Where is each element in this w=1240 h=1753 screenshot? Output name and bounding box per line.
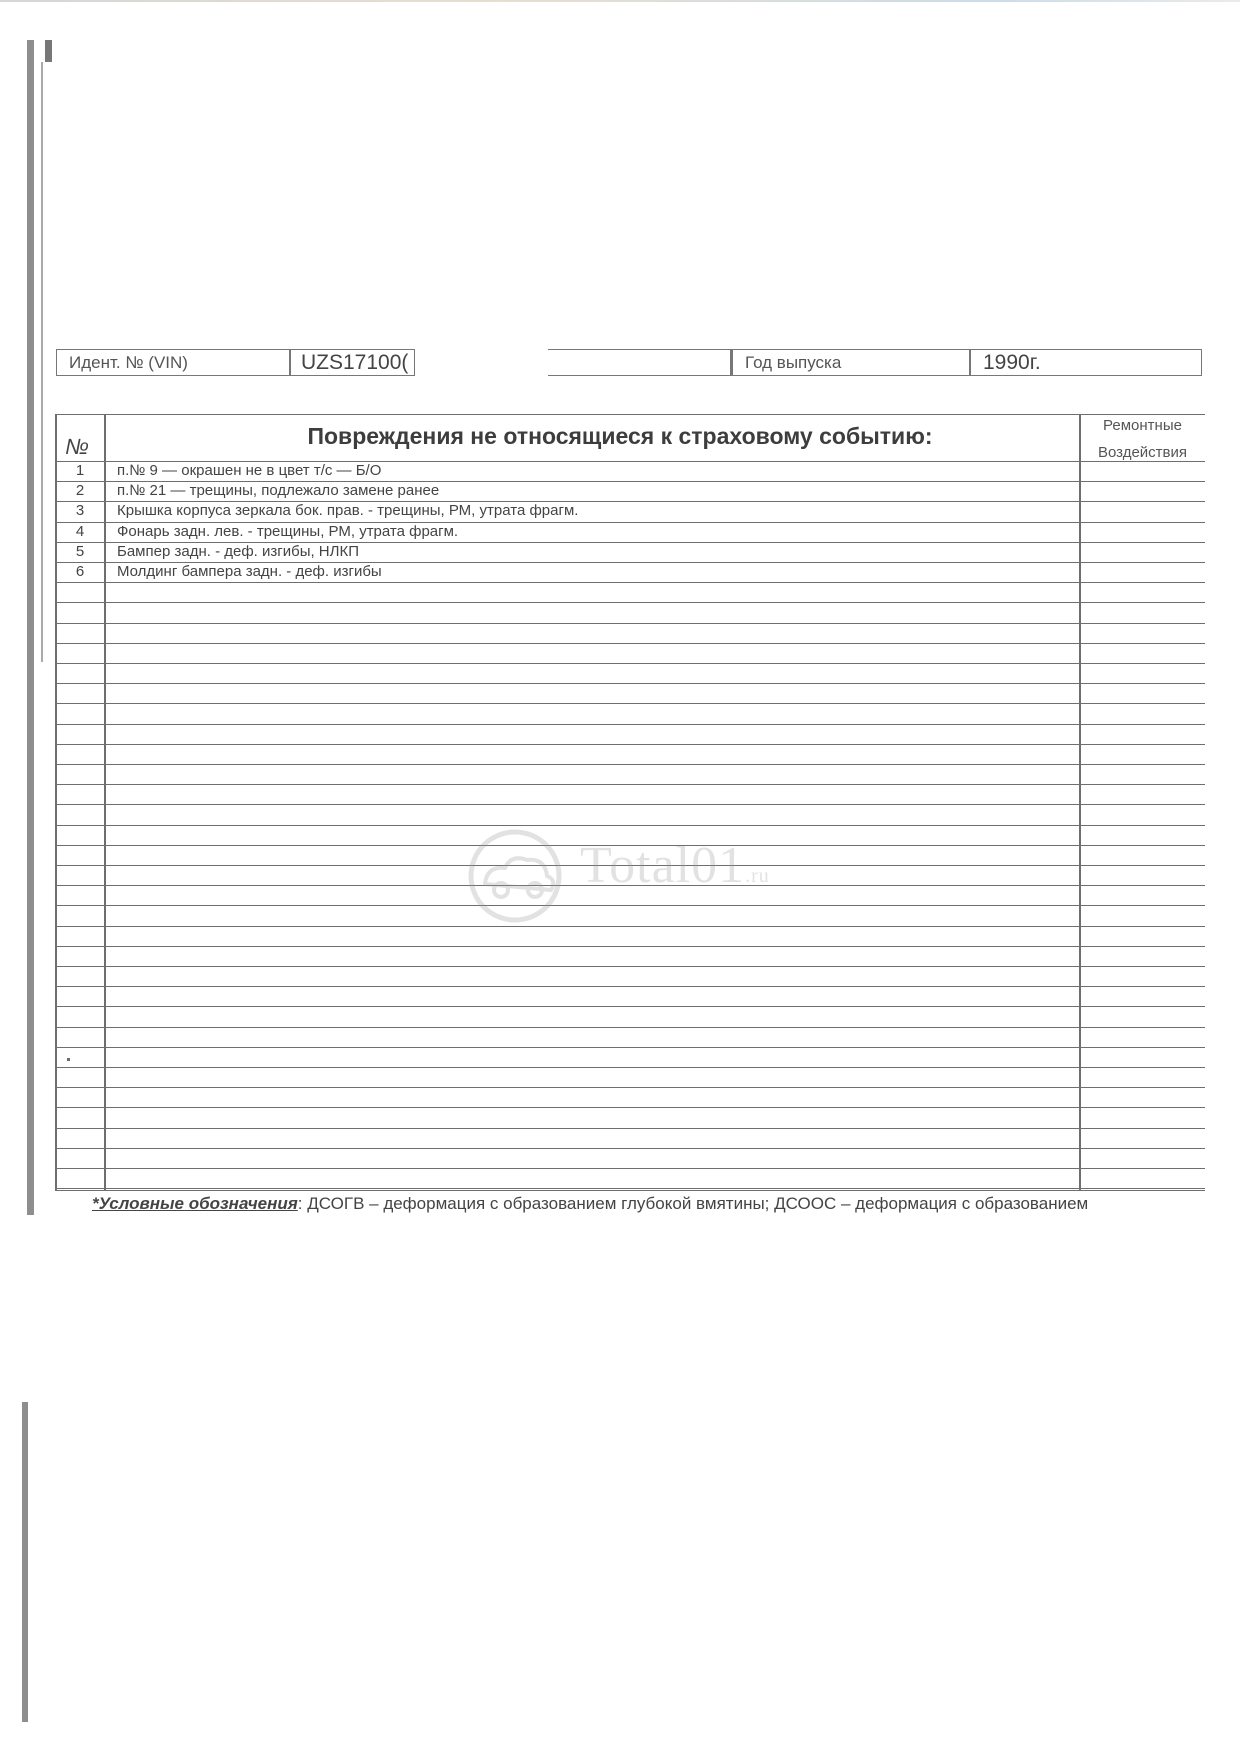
table-row-line bbox=[55, 703, 1205, 704]
legend-line bbox=[92, 1194, 1192, 1214]
table-row-line bbox=[55, 1107, 1205, 1108]
watermark-suffix: .ru bbox=[745, 865, 770, 887]
table-row-line bbox=[55, 1006, 1205, 1007]
table-row-line bbox=[55, 683, 1205, 684]
watermark-logo-icon bbox=[465, 826, 575, 926]
table-row-line bbox=[55, 724, 1205, 725]
table-row-line bbox=[55, 1047, 1205, 1048]
watermark-brand: Total01 bbox=[580, 837, 746, 894]
table-row-line bbox=[55, 1067, 1205, 1068]
table-row-line bbox=[55, 764, 1205, 765]
row-description: Бампер задн. - деф. изгибы, НЛКП bbox=[117, 542, 360, 560]
row-description: Молдинг бампера задн. - деф. изгибы bbox=[117, 563, 382, 580]
table-top-border bbox=[55, 414, 1205, 415]
damages-table bbox=[55, 414, 1205, 1190]
vin-label-cell bbox=[57, 350, 289, 375]
number-column-header: № bbox=[65, 434, 89, 459]
vin-block bbox=[56, 349, 415, 376]
watermark-text bbox=[580, 836, 770, 895]
scan-edge-bar-top bbox=[27, 40, 34, 1215]
row-description: Крышка корпуса зеркала бок. прав. - трещины, РМ, утрата фрагм. bbox=[117, 502, 579, 520]
table-bottom-border bbox=[55, 1190, 1205, 1191]
table-row-line bbox=[55, 966, 1205, 967]
blank-field bbox=[548, 349, 730, 376]
repair-column-header-line2: Воздействия bbox=[1097, 444, 1188, 461]
row-number: 5 bbox=[75, 542, 85, 560]
vin-value-cell bbox=[291, 350, 415, 375]
row-number: 2 bbox=[75, 482, 85, 500]
table-row-line bbox=[55, 1128, 1205, 1129]
row-number: 1 bbox=[75, 462, 85, 479]
table-row-line bbox=[55, 663, 1205, 664]
table-row-line bbox=[55, 986, 1205, 987]
table-row-line bbox=[55, 946, 1205, 947]
row-description: Фонарь задн. лев. - трещины, РМ, утрата фрагм. bbox=[117, 522, 459, 540]
table-title: Повреждения не относящиеся к страховому событию: bbox=[307, 422, 933, 449]
table-row-line bbox=[55, 623, 1205, 624]
year-label-cell bbox=[733, 350, 969, 375]
table-row-line bbox=[55, 784, 1205, 785]
table-row-line bbox=[55, 1148, 1205, 1149]
table-row-line bbox=[55, 582, 1205, 583]
scan-edge-bar-top-cap bbox=[45, 40, 52, 62]
scan-edge-line bbox=[41, 62, 43, 662]
legend-key: *Условные обозначения bbox=[92, 1194, 298, 1213]
scan-top-edge bbox=[0, 0, 1240, 2]
table-row-line bbox=[55, 1027, 1205, 1028]
row-number: 4 bbox=[75, 522, 85, 540]
year-value: 1990г. bbox=[983, 350, 1041, 374]
table-row-line bbox=[55, 1087, 1205, 1088]
table-row-line bbox=[55, 643, 1205, 644]
table-row-line bbox=[55, 1168, 1205, 1169]
year-label: Год выпуска bbox=[745, 352, 842, 372]
row-description: п.№ 21 — трещины, подлежало замене ранее bbox=[117, 482, 440, 500]
vin-label: Идент. № (VIN) bbox=[69, 352, 188, 372]
repair-column-divider bbox=[1079, 414, 1081, 1190]
year-block bbox=[730, 349, 1202, 376]
scan-edge-bar-bottom bbox=[22, 1402, 28, 1722]
vin-value: UZS17100( bbox=[301, 350, 409, 374]
repair-column-header-line1: Ремонтные bbox=[1103, 417, 1182, 434]
row-number: 3 bbox=[75, 502, 85, 520]
legend-text: : ДСОГВ – деформация с образованием глубокой вмятины; ДСООС – деформация с образованием bbox=[297, 1194, 1089, 1213]
year-value-cell bbox=[971, 350, 1201, 375]
watermark bbox=[465, 826, 785, 926]
table-row-line bbox=[55, 744, 1205, 745]
row-number: 6 bbox=[75, 563, 85, 580]
table-row-line bbox=[55, 804, 1205, 805]
row-description: п.№ 9 — окрашен не в цвет т/с — Б/О bbox=[117, 462, 382, 479]
table-row-line bbox=[55, 602, 1205, 603]
